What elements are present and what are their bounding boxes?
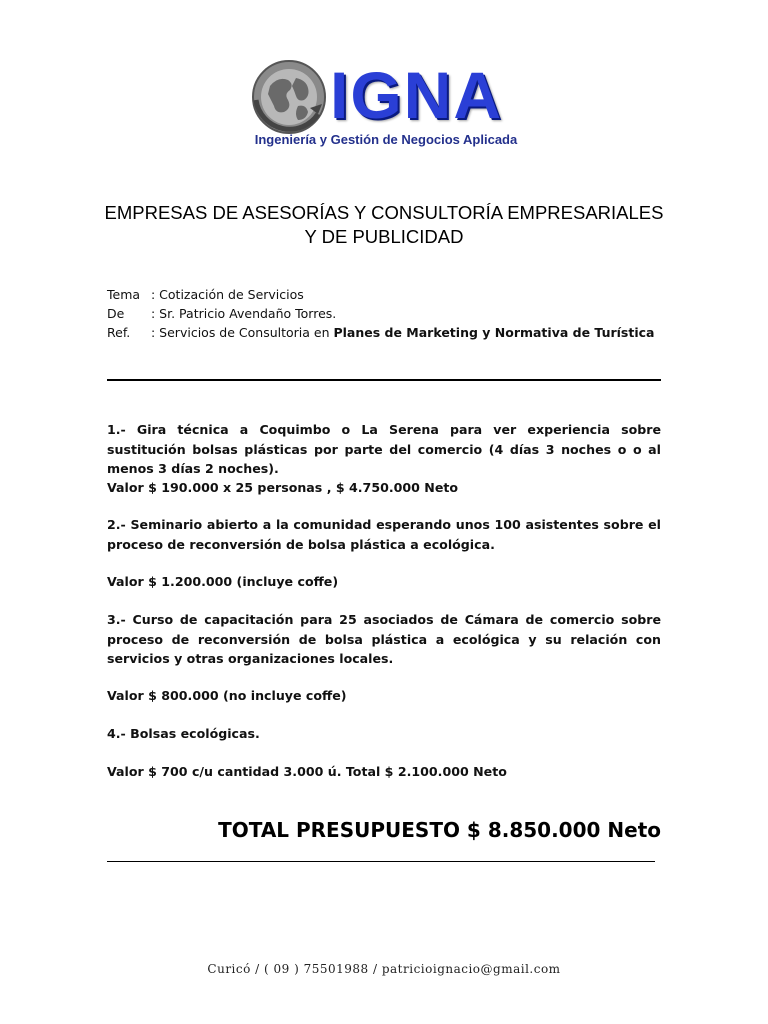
footer-contact: Curicó / ( 09 ) 75501988 / patricioignacio@gmail.com <box>207 962 561 976</box>
meta-de <box>107 306 336 321</box>
meta-ref-bold: Planes de Marketing y Normativa de Turística <box>333 325 655 340</box>
item-1-text: 1.- Gira técnica a Coquimbo o La Serena para ver experiencia sobre sustitución bolsas plásticas por parte del comercio (4 días 3 noches o o al menos 3 días 2 noches). <box>107 422 661 476</box>
item-4-text: 4.- Bolsas ecológicas. <box>107 726 260 741</box>
logo-wordmark: IGNA <box>330 58 503 132</box>
logo-tagline: Ingeniería y Gestión de Negocios Aplicada <box>254 132 518 147</box>
item-1-value: Valor $ 190.000 x 25 personas , $ 4.750.000 Neto <box>107 480 459 495</box>
meta-ref-value: : Servicios de Consultoria en <box>151 325 334 340</box>
meta-ref <box>107 325 654 340</box>
igna-logo <box>248 52 520 152</box>
meta-tema-label: Tema <box>107 287 141 302</box>
document-title-line2: Y DE PUBLICIDAD <box>304 226 464 247</box>
item-2-text: 2.- Seminario abierto a la comunidad esperando unos 100 asistentes sobre el proceso de reconversión de bolsa plástica a ecológica. <box>107 517 661 552</box>
meta-de-value: : Sr. Patricio Avendaño Torres. <box>151 306 337 321</box>
meta-tema <box>107 287 304 302</box>
item-4-value: Valor $ 700 c/u cantidad 3.000 ú. Total $ 2.100.000 Neto <box>107 764 507 779</box>
item-3-text: 3.- Curso de capacitación para 25 asociados de Cámara de comercio sobre proceso de reconversión de bolsa plástica a ecológica y su relación con servicios y otras organizaciones locales. <box>107 612 661 666</box>
total-budget: TOTAL PRESUPUESTO $ 8.850.000 Neto <box>218 818 661 842</box>
globe-icon <box>248 56 330 138</box>
meta-de-label: De <box>107 306 125 321</box>
document-title-line1: EMPRESAS DE ASESORÍAS Y CONSULTORÍA EMPRESARIALES <box>104 202 664 223</box>
item-3-value: Valor $ 800.000 (no incluye coffe) <box>107 688 347 703</box>
meta-ref-label: Ref. <box>107 325 131 340</box>
footer-divider <box>107 861 655 862</box>
meta-tema-value: : Cotización de Servicios <box>151 287 304 302</box>
header-divider <box>107 379 661 381</box>
item-2-value: Valor $ 1.200.000 (incluye coffe) <box>107 574 339 589</box>
